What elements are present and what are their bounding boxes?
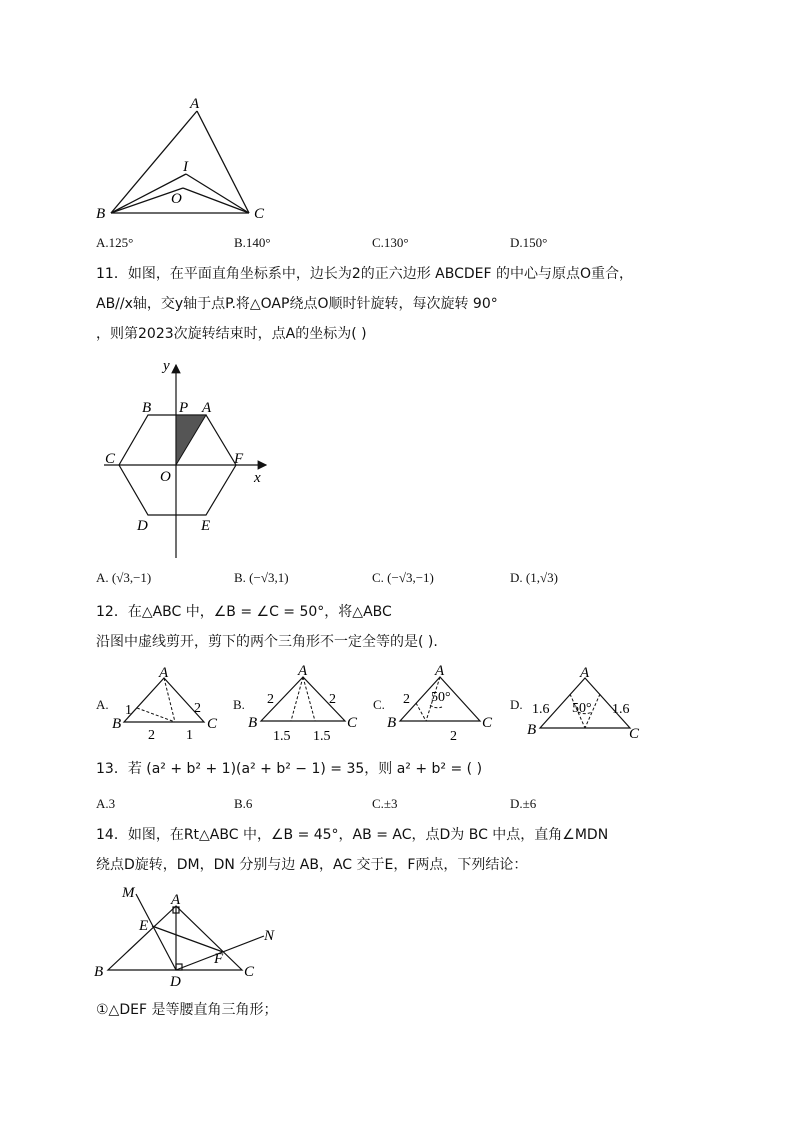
q12-question-line2: 沿图中虚线剪开，剪下的两个三角形不一定全等的是( ). bbox=[96, 634, 438, 650]
q12b-label-a: A bbox=[298, 663, 308, 679]
q12b-side-left: 2 bbox=[267, 692, 274, 707]
q12a-triangle bbox=[124, 678, 204, 722]
q12c-cut-line-2 bbox=[416, 703, 426, 721]
q11-label-c: C bbox=[105, 451, 116, 467]
q10-option-c[interactable]: C.130° bbox=[372, 235, 409, 250]
q14-label-n: N bbox=[264, 928, 275, 944]
q13-option-b[interactable]: B.6 bbox=[234, 796, 253, 811]
q11-label-a: A bbox=[202, 400, 212, 416]
q13-question-line1: 13．若 (a² + b² + 1)(a² + b² − 1) = 35，则 a² + b² = ( ) bbox=[96, 761, 483, 777]
q11-hexagon-figure bbox=[96, 355, 276, 565]
q14-seg-ef bbox=[152, 926, 223, 952]
q12a-label-b: B bbox=[112, 716, 122, 732]
q10-option-d[interactable]: D.150° bbox=[510, 235, 548, 250]
q12d-side-right: 1.6 bbox=[612, 702, 630, 717]
q10-label-i: I bbox=[183, 159, 188, 175]
q12d-label-b: B bbox=[527, 722, 537, 738]
q12d-label-c: C bbox=[629, 726, 640, 742]
q11-question-line2: AB//x轴，交y轴于点P.将△OAP绕点O顺时针旋转，每次旋转 90° bbox=[96, 296, 498, 312]
q12b-label-b: B bbox=[248, 715, 258, 731]
q12-question-line1: 12．在△ABC 中，∠B = ∠C = 50°，将△ABC bbox=[96, 604, 392, 620]
q14-label-d: D bbox=[170, 974, 181, 990]
q10-label-c: C bbox=[254, 206, 265, 222]
q13-option-c[interactable]: C.±3 bbox=[372, 796, 398, 811]
q11-option-b[interactable]: B. (−√3,1) bbox=[234, 570, 289, 585]
q11-question-line3: ，则第2023次旋转结束时，点A的坐标为( ) bbox=[96, 326, 367, 342]
q12a-cut-line-1 bbox=[137, 708, 175, 722]
q10-option-a[interactable]: A.125° bbox=[96, 235, 134, 250]
q14-label-e: E bbox=[139, 918, 149, 934]
q12a-label-a: A bbox=[159, 665, 169, 681]
q12b-base-right: 1.5 bbox=[313, 729, 331, 744]
q14-label-m: M bbox=[122, 885, 135, 901]
q12c-label-b: B bbox=[387, 715, 397, 731]
q12b-side-right: 2 bbox=[329, 692, 336, 707]
q12-figure-c bbox=[386, 663, 498, 745]
q12a-label-c: C bbox=[207, 716, 218, 732]
q10-label-b: B bbox=[96, 206, 106, 222]
q12-option-c[interactable]: C. bbox=[373, 697, 385, 712]
q12-figure-b bbox=[247, 663, 367, 745]
q14-label-b: B bbox=[94, 964, 104, 980]
q12a-side-2: 2 bbox=[194, 701, 201, 716]
q12b-base-left: 1.5 bbox=[273, 729, 291, 744]
q14-label-a: A bbox=[171, 892, 181, 908]
q12d-angle-label: 50° bbox=[572, 701, 592, 716]
q10-label-a: A bbox=[190, 96, 200, 112]
q14-label-f: F bbox=[214, 951, 224, 967]
q14-label-c: C bbox=[244, 964, 255, 980]
q11-label-b: B bbox=[142, 400, 152, 416]
q12-figure-d bbox=[524, 666, 654, 748]
q12c-angle-arc bbox=[430, 705, 442, 708]
q11-label-p: P bbox=[179, 400, 189, 416]
q11-option-d[interactable]: D. (1,√3) bbox=[510, 570, 558, 585]
q11-label-d: D bbox=[137, 518, 148, 534]
q11-shaded-triangle-oap bbox=[176, 415, 206, 465]
q13-option-d[interactable]: D.±6 bbox=[510, 796, 537, 811]
q11-label-o: O bbox=[160, 469, 171, 485]
q12b-label-c: C bbox=[347, 715, 358, 731]
q10-label-o: O bbox=[171, 191, 182, 207]
q12c-side-left: 2 bbox=[403, 692, 410, 707]
q12-option-a[interactable]: A. bbox=[96, 697, 109, 712]
q11-label-e: E bbox=[201, 518, 211, 534]
q10-side-ac bbox=[197, 111, 249, 213]
q11-label-x: x bbox=[254, 470, 261, 486]
q14-question-line1: 14．如图，在Rt△ABC 中，∠B = 45°，AB = AC，点D为 BC 中点，直角∠MDN bbox=[96, 827, 609, 843]
q12-option-d[interactable]: D. bbox=[510, 697, 523, 712]
q10-seg-oc bbox=[183, 188, 249, 213]
q12-figure-a bbox=[110, 666, 220, 744]
q10-triangle-figure bbox=[90, 95, 280, 225]
q13-option-a[interactable]: A.3 bbox=[96, 796, 116, 811]
q11-label-y: y bbox=[163, 358, 170, 374]
q12d-side-left: 1.6 bbox=[532, 702, 550, 717]
q12a-side-1: 1 bbox=[125, 703, 132, 718]
q12c-angle-label: 50° bbox=[431, 690, 451, 705]
q11-option-c[interactable]: C. (−√3,−1) bbox=[372, 570, 434, 585]
q11-option-a[interactable]: A. (√3,−1) bbox=[96, 570, 152, 585]
q12c-label-a: A bbox=[435, 663, 445, 679]
q11-question-line1: 11．如图，在平面直角坐标系中，边长为2的正六边形 ABCDEF 的中心与原点O重合， bbox=[96, 266, 634, 282]
q12c-base: 2 bbox=[450, 729, 457, 744]
q12a-base-2: 2 bbox=[148, 728, 155, 743]
q11-label-f: F bbox=[234, 451, 244, 467]
q14-figure bbox=[92, 882, 282, 992]
q12c-label-c: C bbox=[482, 715, 493, 731]
q14-conclusion-1: ①△DEF 是等腰直角三角形； bbox=[96, 1002, 278, 1018]
q14-question-line2: 绕点D旋转，DM，DN 分别与边 AB，AC 交于E，F两点，下列结论： bbox=[96, 857, 528, 873]
q10-option-b[interactable]: B.140° bbox=[234, 235, 271, 250]
q12-option-b[interactable]: B. bbox=[233, 697, 245, 712]
q12a-base-1: 1 bbox=[186, 728, 193, 743]
q12d-label-a: A bbox=[580, 665, 590, 681]
